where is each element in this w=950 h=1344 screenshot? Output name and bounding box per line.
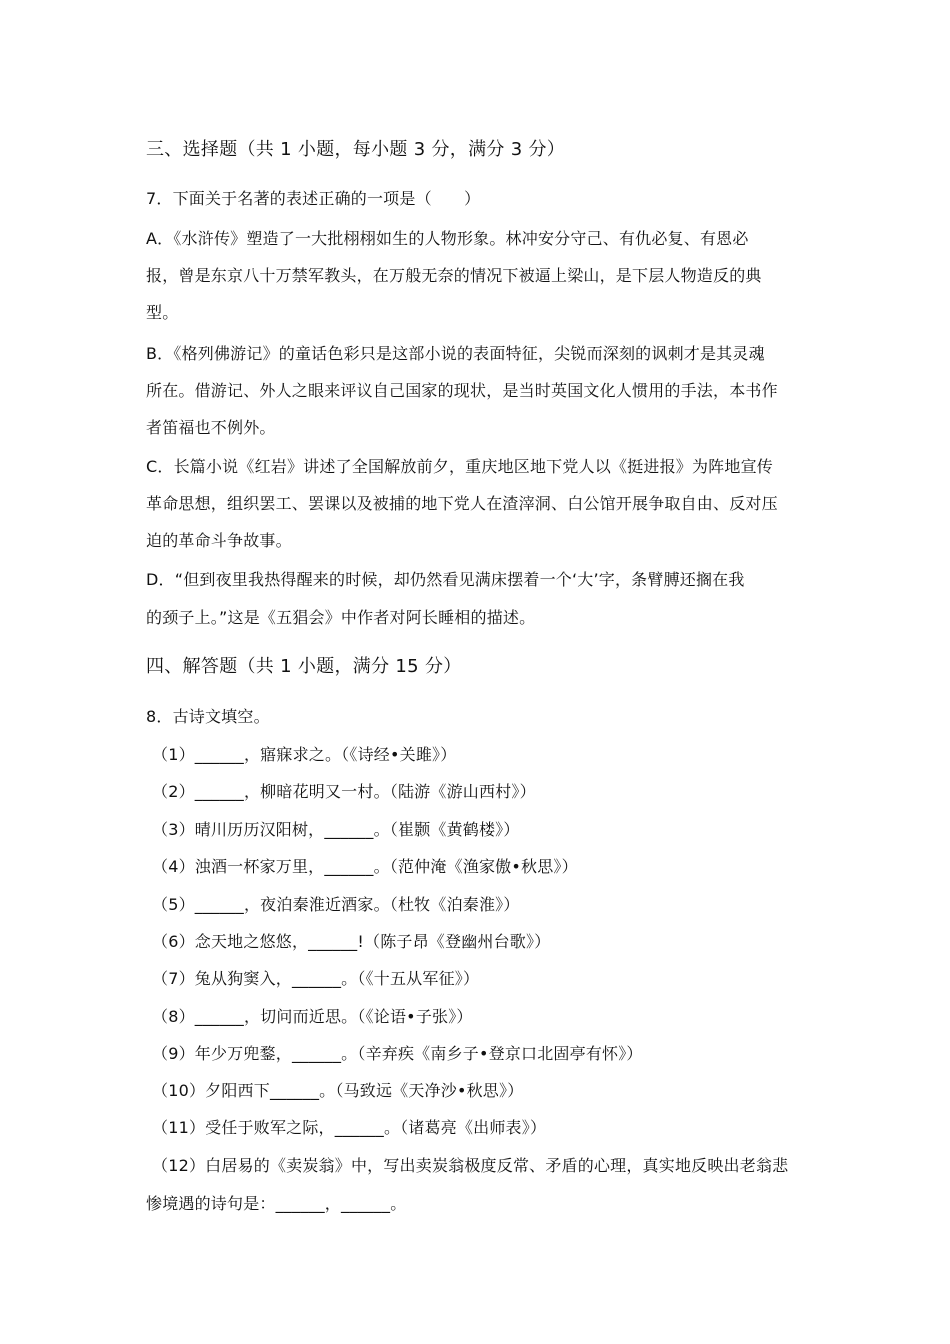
q8-item-1: （1）______，寤寐求之。（《诗经•关雎》）	[152, 745, 457, 764]
q8-item-7: （7）兔从狗窦入，______。（《十五从军征》）	[152, 969, 480, 988]
q8-item-11: （11）受任于败军之际，______。（诸葛亮《出师表》）	[152, 1118, 547, 1137]
section-heading-answer: 四、解答题（共 1 小题，满分 15 分）	[146, 656, 462, 677]
q8-item-4: （4）浊酒一杯家万里，______。（范仲淹《渔家傲•秋思》）	[152, 857, 578, 876]
q8-item-6: （6）念天地之悠悠，______!（陈子昂《登幽州台歌》）	[152, 932, 551, 951]
q7-option-d-line-1: D．“但到夜里我热得醒来的时候，却仍然看见满床摆着一个‘大’字，条臂膊还搁在我	[146, 570, 745, 589]
q7-option-c-line-3: 迫的革命斗争故事。	[146, 531, 292, 550]
question-8-stem: 8．古诗文填空。	[146, 707, 270, 726]
q8-item-3: （3）晴川历历汉阳树，______。（崔颢《黄鹤楼》）	[152, 820, 520, 839]
q7-option-a-line-1: A．《水浒传》塑造了一大批栩栩如生的人物形象。林冲安分守己、有仇必复、有恩必	[146, 229, 749, 248]
q7-option-b-line-1: B．《格列佛游记》的童话色彩只是这部小说的表面特征，尖锐而深刻的讽刺才是其灵魂	[146, 344, 765, 363]
q8-item-12-line-1: （12）白居易的《卖炭翁》中，写出卖炭翁极度反常、矛盾的心理，真实地反映出老翁悲	[152, 1156, 789, 1175]
q8-item-12-line-2: 惨境遇的诗句是：______，______。	[146, 1194, 407, 1213]
section-heading-choice: 三、选择题（共 1 小题，每小题 3 分，满分 3 分）	[146, 139, 566, 160]
q7-option-c-line-2: 革命思想，组织罢工、罢课以及被捕的地下党人在渣滓洞、白公馆开展争取自由、反对压	[146, 494, 778, 513]
q7-option-a-line-3: 型。	[146, 303, 179, 322]
q8-item-10: （10）夕阳西下______。（马致远《天净沙•秋思》）	[152, 1081, 524, 1100]
q7-option-c-line-1: C．长篇小说《红岩》讲述了全国解放前夕，重庆地区地下党人以《挺进报》为阵地宣传	[146, 457, 773, 476]
q7-option-b-line-3: 者笛福也不例外。	[146, 418, 276, 437]
q8-item-8: （8）______，切问而近思。（《论语•子张》）	[152, 1007, 473, 1026]
q8-item-2: （2）______，柳暗花明又一村。（陆游《游山西村》）	[152, 782, 536, 801]
q8-item-9: （9）年少万兜鍪，______。（辛弃疾《南乡子•登京口北固亭有怀》）	[152, 1044, 643, 1063]
q7-option-a-line-2: 报，曾是东京八十万禁军教头，在万般无奈的情况下被逼上梁山，是下层人物造反的典	[146, 266, 762, 285]
q7-option-b-line-2: 所在。借游记、外人之眼来评议自己国家的现状，是当时英国文化人惯用的手法，本书作	[146, 381, 778, 400]
q7-option-d-line-2: 的颈子上。”这是《五猖会》中作者对阿长睡相的描述。	[146, 608, 536, 627]
q8-item-5: （5）______，夜泊秦淮近酒家。（杜牧《泊秦淮》）	[152, 895, 520, 914]
question-7-stem: 7．下面关于名著的表述正确的一项是（ ）	[146, 189, 481, 208]
